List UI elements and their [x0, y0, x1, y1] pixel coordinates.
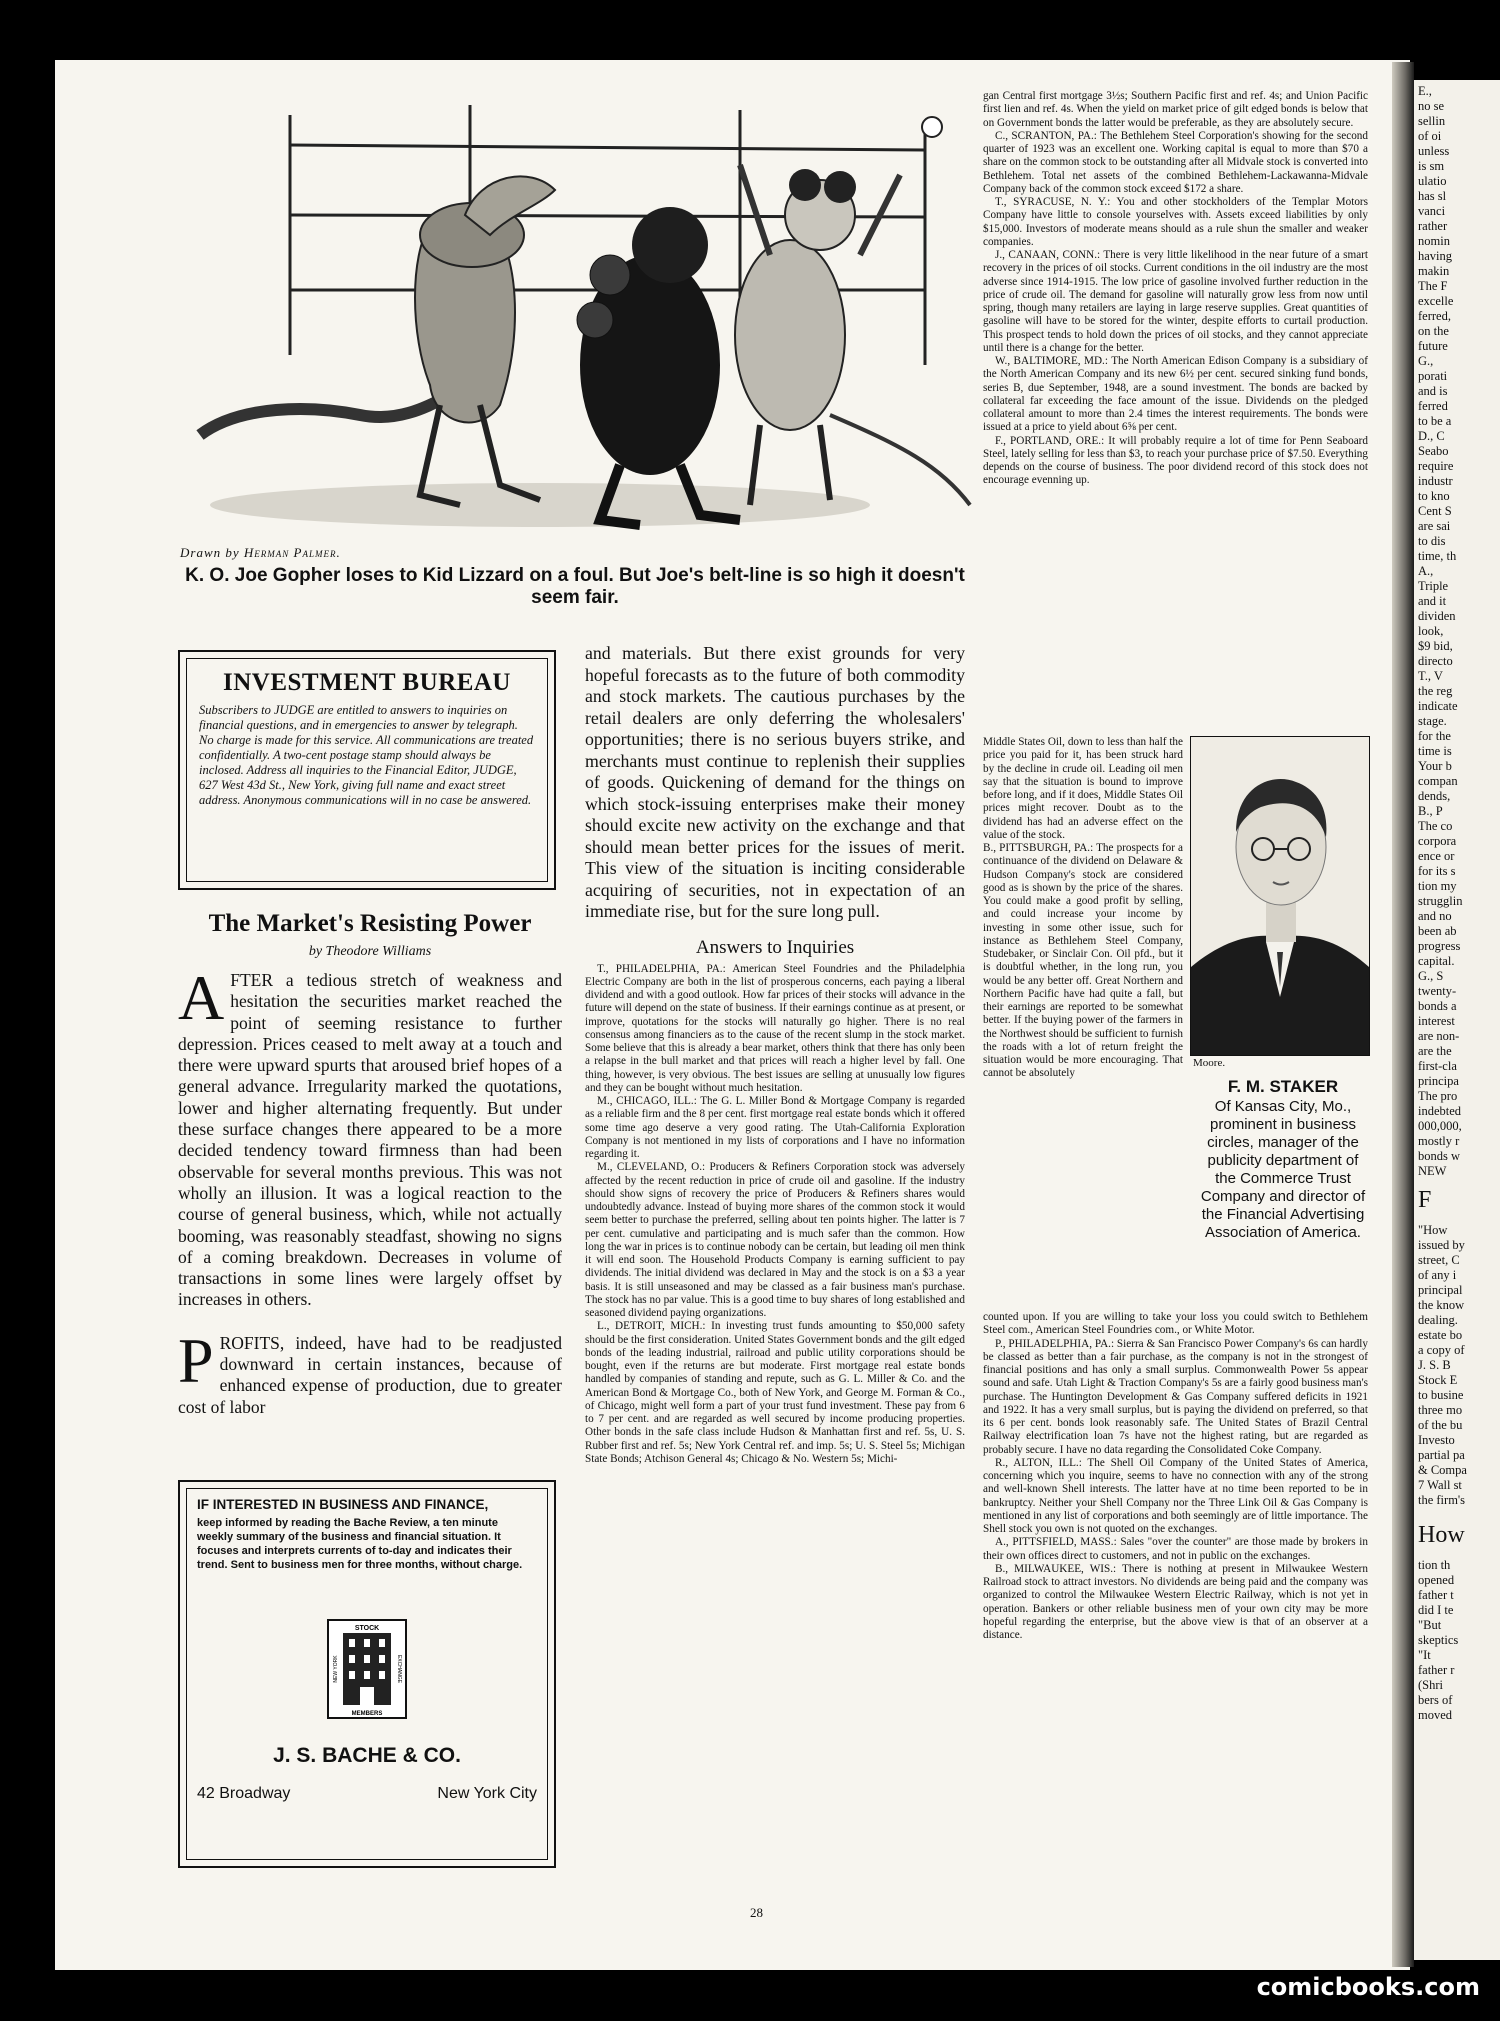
adjacent-page-text-line: interest	[1418, 1014, 1455, 1028]
article-paragraph-3: and materials. But there exist grounds for very hopeful forecasts as to the future of both commodity and stock markets. The cautious purchases by the retail dealers are only deferring the wholesalers' opportunities; there is no serious buyers strike, and merchants must continue to replenish their supplies of goods. Quickening of demand for the things on which stock-issuing enterprises make their money should excite new activity on the exchange and that should mean better prices for the issues of merit. This view of the situation is inciting considerable acquiring of securities, not in expectation of an immediate rise, but for the sure long pull.	[585, 643, 965, 921]
binding-gutter	[1392, 62, 1414, 1967]
adjacent-page-text-line: partial pa	[1418, 1448, 1465, 1462]
adjacent-page-text-line: stage.	[1418, 714, 1447, 728]
adjacent-page-text-line: of the bu	[1418, 1418, 1463, 1432]
adjacent-page-text-line: dends,	[1418, 789, 1451, 803]
adjacent-page-text-line: dividen	[1418, 609, 1456, 623]
adjacent-page-text-line: and is	[1418, 384, 1448, 398]
answer-item: J., CANAAN, CONN.: There is very little likelihood in the near future of a smart recovery in the prices of oil stocks. Current conditions in the oil industry are the most adverse since 1914-1915. The low price of gasoline involved further reduction in the price of crude oil. The demand for gasoline will naturally grow less from now until spring, though many retailers are laying in large reserve supplies. Great quantities of gasoline will have to be stored for the winter, despite efforts to curtail production. This prospect tends to hold down the prices of oil stocks, and they cannot appreciate until there is a change for the better.	[983, 249, 1368, 354]
adjacent-page-text-line: dealing.	[1418, 1313, 1458, 1327]
adjacent-page-text-line: and it	[1418, 594, 1447, 608]
adjacent-page-text-line: of any i	[1418, 1268, 1457, 1282]
answer-item: W., BALTIMORE, MD.: The North American Edison Company is a subsidiary of the North American Company and its new 6½ per cent. secured sinking fund bonds, series B, due September, 1948, are a sound investment. The bonds are backed by collateral far exceeding the face amount of the issue. Dividends on the pledged collateral amount to more than 2.4 times the interest requirements. The bonds were issued at a price to yield about 6⅝ per cent.	[983, 355, 1368, 434]
adjacent-page-text-line: $9 bid,	[1418, 639, 1453, 653]
adjacent-page-text-line: B., P	[1418, 804, 1443, 818]
adjacent-page-text-line: street, C	[1418, 1253, 1460, 1267]
adjacent-page-text-line: excelle	[1418, 294, 1454, 308]
cartoon-caption: K. O. Joe Gopher loses to Kid Lizzard on a foul. But Joe's belt-line is so high it doesn't seem fair.	[185, 565, 965, 608]
adjacent-page-text-line: look,	[1418, 624, 1444, 638]
adjacent-page-text-line: time, th	[1418, 549, 1457, 563]
adjacent-page-text-line: future	[1418, 339, 1448, 353]
adjacent-page-text-line: indebted	[1418, 1104, 1462, 1118]
bache-body: keep informed by reading the Bache Review, a ten minute weekly summary of the business and financial situation. It focuses and interprets currents of to-day and indicates their trend. Sent to business men for three months, without charge.	[197, 1517, 523, 1571]
answers-column-3	[983, 90, 1368, 488]
answers-narrow-column	[983, 736, 1183, 1081]
adjacent-page-text-line: for its s	[1418, 864, 1456, 878]
adjacent-page-text-line: principa	[1418, 1074, 1459, 1088]
adjacent-page-text-line: are sai	[1418, 519, 1451, 533]
adjacent-page-text-line: skeptics	[1418, 1633, 1459, 1647]
adjacent-page-text-line: first-cla	[1418, 1059, 1457, 1073]
adjacent-page-text-line: are the	[1418, 1044, 1452, 1058]
adjacent-page-text-line: moved	[1418, 1708, 1453, 1722]
adjacent-page-text-line: G., S	[1418, 969, 1444, 983]
adjacent-page-text-line: no se	[1418, 99, 1445, 113]
adjacent-page-text-line: opened	[1418, 1573, 1455, 1587]
answer-item: T., SYRACUSE, N. Y.: You and other stockholders of the Templar Motors Company have little to console yourselves with. Assets exceed liabilities by only $15,000. Investors of moderate means should as a rule shun the smaller and weaker companies.	[983, 196, 1368, 248]
adjacent-page-text-line: and no	[1418, 909, 1452, 923]
bache-headline: IF INTERESTED IN BUSINESS AND FINANCE,	[197, 1497, 489, 1512]
article-byline: by Theodore Williams	[308, 944, 432, 959]
answer-item: Middle States Oil, down to less than half the price you paid for it, has been struck hard by the decline in crude oil. Leading oil men say that the situation is bound to improve before long, and if it does, Middle States Oil prices might recover. Doubt as to the dividend has had an adverse effect on the value of the stock. B., PITTSBURGH, PA.: The prospects for a continuance of the dividend on Delaware & Hudson Company's stock are considered good as is shown by the price of the shares. You could make a good profit by selling, and could increase your income by investing in some other issue, such for instance as Bethlehem Steel Company, Studebaker, or Sinclair Con. Oil pfd., but it is doubtful whether, in the long run, you would be any better off. Great Northern and Northern Pacific have had quite a fall, but their earnings are reported to be somewhat better. If the buying power of the farmers in the Northwest should be sufficient to furnish the roads with a lot of return freight the situation would be more encouraging. That cannot be absolutely	[983, 736, 1183, 1080]
answers-heading: Answers to Inquiries	[695, 936, 855, 958]
adjacent-page-text-line: A.,	[1418, 564, 1434, 578]
drop-cap-p: P	[178, 1324, 214, 1396]
adjacent-page-text-line: a copy of	[1418, 1343, 1465, 1357]
adjacent-page-text-line: three mo	[1418, 1403, 1463, 1417]
adjacent-page-text-line: to dis	[1418, 534, 1446, 548]
answer-item: gan Central first mortgage 3½s; Southern Pacific first and ref. 4s; and Union Pacific first lien and ref. 4s. When the yield on market price of gilt edged bonds is below that on Government bonds the latter would be preferable, as they are absolutely secure.	[983, 90, 1368, 129]
adjacent-page-text-line: (Shri	[1418, 1678, 1443, 1692]
photo-subject-name: F. M. STAKER	[1227, 1077, 1339, 1096]
article-headline: The Market's Resisting Power	[208, 910, 532, 937]
adjacent-page-text-line: has sl	[1418, 189, 1447, 203]
adjacent-page-text-line: vanci	[1418, 204, 1446, 218]
adjacent-page-text-line: corpora	[1418, 834, 1457, 848]
site-watermark: comicbooks.com	[1256, 1973, 1480, 2001]
adjacent-page-text-line: of oi	[1418, 129, 1442, 143]
stock-exchange-emblem	[327, 1619, 407, 1719]
adjacent-page-text-line: E.,	[1418, 84, 1432, 98]
adjacent-page-text-line: The F	[1418, 279, 1448, 293]
adjacent-page-text-line: the firm's	[1418, 1493, 1466, 1507]
photo-credit: Moore.	[1193, 1057, 1226, 1069]
answer-item: M., CHICAGO, ILL.: The G. L. Miller Bond & Mortgage Company is regarded as a reliable firm and the 8 per cent. first mortgage real estate bonds which it offered some time ago deserve a very good rating. The Utah-California Exploration Company is not mentioned in my lists of corporations and I have no information regarding it.	[585, 1095, 965, 1160]
adjacent-page-text-line: unless	[1418, 144, 1450, 158]
adjacent-page-text-line: father t	[1418, 1588, 1454, 1602]
answer-item: B., MILWAUKEE, WIS.: There is nothing at present in Milwaukee Western Railroad stock to attract investors. No dividends are being paid and the company was organized to control the Milwaukee Western Electric Railway, which is not yet in operation. Bankers or other reliable business men of your own city may be more hopeful regarding the enterprise, but the above view is that of an observer at a distance.	[983, 1562, 1368, 1641]
adjacent-page-text-line: "It	[1418, 1648, 1431, 1662]
adjacent-page-text-line: rather	[1418, 219, 1448, 233]
emblem-left-text: NEW YORK	[333, 1655, 339, 1683]
article-paragraph-1: AFTER a tedious stretch of weakness and hesitation the securities market reached the point of seeming resistance to further depression. Prices ceased to melt away at a touch and there were upward spurts that aroused brief hopes of a general advance. Irregularity marked the quotations, lower and higher alternating frequently. But under these surface changes there appeared to be a more decided tendency toward firmness than had been observable for several months previous. This was not wholly an illusion. It was a logical reaction to the course of general business, which, while not actually booming, was reasonably steadfast, showing no signs of a coming breakdown. Decreases in volume of transactions in some lines were largely offset by increases in others.	[178, 962, 562, 1310]
adjacent-page-text-line: 000,000,	[1418, 1119, 1462, 1133]
answers-column-3-lower	[983, 1311, 1368, 1642]
adjacent-page-text-line: Triple	[1418, 579, 1449, 593]
adjacent-page-text-line: indicate	[1418, 699, 1458, 713]
adjacent-page-text-line: bonds a	[1418, 999, 1457, 1013]
adjacent-page-text-line: estate bo	[1418, 1328, 1463, 1342]
adjacent-page-text-line: is sm	[1418, 159, 1445, 173]
adjacent-page-text-line: capital.	[1418, 954, 1455, 968]
adjacent-page-text-line: ferred	[1418, 399, 1448, 413]
adjacent-page-text-line: D., C	[1418, 429, 1445, 443]
adjacent-page-text-line: strugglin	[1418, 894, 1463, 908]
adjacent-page-text-line: mostly r	[1418, 1134, 1460, 1148]
adjacent-page-text-line: porati	[1418, 369, 1448, 383]
answer-item: A., PITTSFIELD, MASS.: Sales "over the counter" are those made by brokers in their own offices direct to customers, and not in public on the exchanges.	[983, 1536, 1368, 1562]
answer-item: C., SCRANTON, PA.: The Bethlehem Steel Corporation's showing for the second quarter of 1923 was an excellent one. Working capital is equal to more than $70 a share on the common stock to be outstanding after all Midvale stock is converted into Bethlehem. Total net assets of the combined Bethlehem-Lackawanna-Midvale Company back of the common stock exceed $172 a share.	[983, 129, 1368, 195]
adjacent-page-text-line: F	[1418, 1187, 1432, 1213]
adjacent-page-text-line: are non-	[1418, 1029, 1460, 1043]
adjacent-page-text-line: Your b	[1418, 759, 1452, 773]
adjacent-page-text-line: 7 Wall st	[1418, 1478, 1462, 1492]
answer-item: L., DETROIT, MICH.: In investing trust funds amounting to $50,000 safety should be the first consideration. United States Government bonds and the gilt edged bonds of the leading industrial, railroad and public utility corporations should be bought, even if the returns are but moderate. First mortgage real estate bonds handled by companies of standing and repute, such as G. L. Miller & Co. and the American Bond & Mortgage Co., both of New York, and George M. Forman & Co., of Chicago, might well form a part of your trust fund investment. These pay from 6 to 7 per cent. and are regarded as well secured by income producing properties. Other bonds in the safe class include Hudson & Manhattan first and ref. 5s, U. S. Rubber first and ref. 5s; New York Central ref. and imp. 5s; U. S. Steel 5s; Michigan State Bonds; Atchison General 4s; Chicago & No. Western 5s; Michi-	[585, 1320, 965, 1465]
photo-subject-description: Of Kansas City, Mo., prominent in business circles, manager of the publicity department of the Commerce Trust Company and director of the Financial Advertising Association of America.	[1200, 1098, 1366, 1241]
adjacent-page-text-line: on the	[1418, 324, 1449, 338]
page-number: 28	[750, 1905, 763, 1920]
adjacent-page-text-line: require	[1418, 459, 1454, 473]
adjacent-page-text-line: industr	[1418, 474, 1453, 488]
photo-caption	[1198, 1078, 1368, 1242]
adjacent-page-text-line: The co	[1418, 819, 1453, 833]
adjacent-page-text-line: for the	[1418, 729, 1451, 743]
adjacent-page-text-line: progress	[1418, 939, 1461, 953]
adjacent-page-text-line: father r	[1418, 1663, 1455, 1677]
adjacent-page-fragment	[1414, 80, 1500, 1960]
bureau-title: INVESTMENT BUREAU	[223, 669, 511, 696]
adjacent-page-text-line: How	[1418, 1522, 1465, 1548]
bache-advertisement	[178, 1480, 556, 1868]
adjacent-page-text-line: did I te	[1418, 1603, 1454, 1617]
adjacent-page-text-line: T., V	[1418, 669, 1443, 683]
bureau-notice: Subscribers to JUDGE are entitled to answers to inquiries on financial questions, and in emergencies to answer by telegraph. No charge is made for this service. All communications are treated confidentially. A two-cent postage stamp should always be inclosed. Address all inquiries to the Financial Editor, JUDGE, 627 West 43d St., New York, giving full name and exact street address. Anonymous communications will in no case be answered.	[199, 703, 534, 807]
answer-item: R., ALTON, ILL.: The Shell Oil Company of the United States of America, concerning which you inquire, seems to have no connection with any of the strong and well-known Shell interests. The latter have at no time been reported to be in bankruptcy. Neither your Shell Company nor the Three Link Oil & Gas Company is mentioned in any list of corporations and both seemingly are of little importance. The Shell stock you own is not quoted on the exchanges.	[983, 1456, 1368, 1535]
adjacent-page-text-line: NEW	[1418, 1164, 1447, 1178]
adjacent-page-text-line: Cent S	[1418, 504, 1452, 518]
adjacent-page-text-line: to be a	[1418, 414, 1452, 428]
article-column-1	[178, 910, 562, 1418]
adjacent-page-text-line: "But	[1418, 1618, 1442, 1632]
adjacent-page-text-line: to kno	[1418, 489, 1450, 503]
emblem-bottom-text: MEMBERS	[351, 1711, 383, 1717]
adjacent-page-text-line: ferred,	[1418, 309, 1451, 323]
adjacent-page-text-line: bonds w	[1418, 1149, 1461, 1163]
boxing-cartoon-illustration	[180, 105, 980, 535]
adjacent-page-text-line: time is	[1418, 744, 1452, 758]
adjacent-page-text-line: been ab	[1418, 924, 1457, 938]
adjacent-page-text-line: the reg	[1418, 684, 1453, 698]
adjacent-page-text-line: Seabo	[1418, 444, 1449, 458]
drop-cap-a: A	[178, 962, 225, 1033]
bache-address: 42 Broadway New York City	[197, 1785, 537, 1802]
adjacent-page-text-line: The pro	[1418, 1089, 1458, 1103]
adjacent-page-text-line: having	[1418, 249, 1453, 263]
adjacent-page-text-line: tion my	[1418, 879, 1457, 893]
answer-item: F., PORTLAND, ORE.: It will probably require a lot of time for Penn Seaboard Steel, lately selling for less than $3, to reach your purchase price of $7.50. Everything depends on the course of business. The poor dividend record of this stock does not encourage evenning up.	[983, 434, 1368, 487]
adjacent-page-text-line: nomin	[1418, 234, 1450, 248]
adjacent-page-text-line: directo	[1418, 654, 1453, 668]
emblem-right-text: EXCHANGE	[396, 1654, 402, 1684]
adjacent-page-text-line: issued by	[1418, 1238, 1465, 1252]
adjacent-page-text-line: Investo	[1418, 1433, 1455, 1447]
adjacent-page-text-line: J. S. B	[1418, 1358, 1451, 1372]
adjacent-page-text-line: "How	[1418, 1223, 1448, 1237]
adjacent-page-text-line: Stock E	[1418, 1373, 1458, 1387]
answer-item: M., CLEVELAND, O.: Producers & Refiners Corporation stock was adversely affected by the recent reduction in price of crude oil and gasoline. If the industry should show signs of recovery the price of Producers & Refiners shares would undoubtedly advance. Instead of buying more shares of the common stock it would seem better to purchase the preferred, selling about ten points higher. The latter is 7 per cent. cumulative and participating and is much safer than the common. How long the war in prices is to continue nobody can be certain, but leading oil men think it will end soon. The Household Products Company is earning sufficient to pay dividends. The initial dividend was declared in May and the stock is on a $3 a year basis. It is still unseasoned and may be classed as a fair business man's purchase. The stock has no par value. This is a good time to buy shares of long established and seasoned dividend paying organizations.	[585, 1161, 965, 1319]
adjacent-page-text-line: compan	[1418, 774, 1458, 788]
bache-firm-name: J. S. BACHE & CO.	[273, 1744, 461, 1767]
article-paragraph-2: PROFITS, indeed, have had to be readjusted downward in certain instances, because of enhanced expense of production, due to greater cost of labor	[178, 1324, 562, 1417]
answer-item: T., PHILADELPHIA, PA.: American Steel Foundries and the Philadelphia Electric Company are both in the list of prosperous concerns, each paying a liberal dividend and with a good outlook. How far prices of their stocks will advance in the future will depend on the state of business. If their earnings continue as at present, or improve, quotations for the stocks will naturally go higher. There is no real consensus among financiers as to the cause of the recent slump in the stock market. Some believe that this is already a bear market, others think that there has only been a relapse in the bull market and that prices will reach a higher level by fall. One thing, however, is very obvious. The best issues are selling at unusually low figures and they can be bought without much hesitation.	[585, 962, 965, 1094]
adjacent-page-text-line: tion th	[1418, 1558, 1451, 1572]
cartoon-credit: Drawn by Herman Palmer.	[180, 545, 341, 560]
emblem-top-text: STOCK	[354, 1625, 380, 1632]
adjacent-page-text-line: bers of	[1418, 1693, 1453, 1707]
investment-bureau-box	[178, 650, 556, 890]
adjacent-page-text-line: sellin	[1418, 114, 1446, 128]
answer-item: counted upon. If you are willing to take your loss you could switch to Bethlehem Steel com., American Steel Foundries com., or White Motor.	[983, 1311, 1368, 1337]
adjacent-page-text-line: ence or	[1418, 849, 1455, 863]
adjacent-page-text-line: makin	[1418, 264, 1450, 278]
adjacent-page-text-line: to busine	[1418, 1388, 1464, 1402]
answer-item: P., PHILADELPHIA, PA.: Sierra & San Francisco Power Company's 6s can hardly be classed as better than a fair purchase, as the company is not in the strongest of financial positions and has only a small surplus. Commonwealth Power 5s appear sound and safe. Utah Light & Traction Company's 5s are a fairly good business man's purchase. The Huntington Development & Gas Company suffered deficits in 1921 and 1922. It has a very small surplus, but is paying the dividend on preferred, so that its 6 per cent. bonds look reasonably safe. The United States of Brazil Central Railway electrification loan 7s have not the highest rating, but are regarded as probably secure. I have no data regarding the Consolidated Coke Company.	[983, 1337, 1368, 1456]
staker-portrait-photo	[1190, 736, 1370, 1056]
adjacent-page-text-line: & Compa	[1418, 1463, 1467, 1477]
adjacent-page-text-line: principal	[1418, 1283, 1463, 1297]
adjacent-page-text-line: the know	[1418, 1298, 1465, 1312]
article-column-2	[585, 643, 965, 1466]
adjacent-page-text-line: G.,	[1418, 354, 1434, 368]
adjacent-page-text-line: ulatio	[1418, 174, 1447, 188]
adjacent-page-text-line: twenty-	[1418, 984, 1457, 998]
